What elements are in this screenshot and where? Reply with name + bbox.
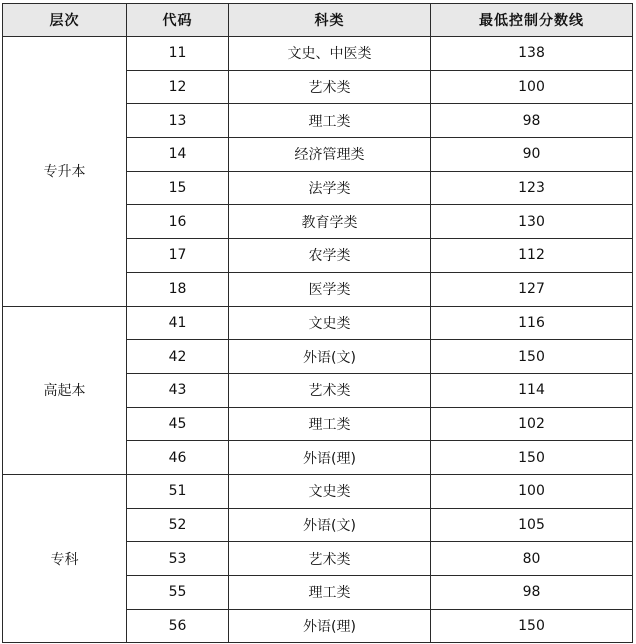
score-cell: 112 bbox=[431, 239, 633, 273]
score-cell: 114 bbox=[431, 373, 633, 407]
score-cell: 98 bbox=[431, 104, 633, 138]
level-cell: 专升本 bbox=[3, 37, 127, 307]
code-cell: 51 bbox=[127, 474, 229, 508]
header-category: 科类 bbox=[229, 4, 431, 37]
score-cell: 138 bbox=[431, 37, 633, 71]
code-cell: 16 bbox=[127, 205, 229, 239]
category-cell: 医学类 bbox=[229, 272, 431, 306]
score-cell: 127 bbox=[431, 272, 633, 306]
category-cell: 法学类 bbox=[229, 171, 431, 205]
category-cell: 外语(理) bbox=[229, 441, 431, 475]
category-cell: 艺术类 bbox=[229, 542, 431, 576]
category-cell: 外语(文) bbox=[229, 508, 431, 542]
table-row bbox=[3, 474, 633, 508]
category-cell: 农学类 bbox=[229, 239, 431, 273]
code-cell: 11 bbox=[127, 37, 229, 71]
code-cell: 45 bbox=[127, 407, 229, 441]
table-header bbox=[3, 4, 633, 37]
score-cell: 116 bbox=[431, 306, 633, 340]
score-cell: 123 bbox=[431, 171, 633, 205]
score-cell: 150 bbox=[431, 441, 633, 475]
code-cell: 17 bbox=[127, 239, 229, 273]
header-level: 层次 bbox=[3, 4, 127, 37]
level-cell: 专科 bbox=[3, 474, 127, 642]
category-cell: 艺术类 bbox=[229, 70, 431, 104]
table-row bbox=[3, 37, 633, 71]
category-cell: 外语(文) bbox=[229, 340, 431, 374]
score-cell: 130 bbox=[431, 205, 633, 239]
score-cell: 105 bbox=[431, 508, 633, 542]
category-cell: 教育学类 bbox=[229, 205, 431, 239]
category-cell: 文史类 bbox=[229, 306, 431, 340]
code-cell: 18 bbox=[127, 272, 229, 306]
code-cell: 43 bbox=[127, 373, 229, 407]
score-cell: 100 bbox=[431, 70, 633, 104]
table-body bbox=[3, 37, 633, 643]
header-score: 最低控制分数线 bbox=[431, 4, 633, 37]
code-cell: 46 bbox=[127, 441, 229, 475]
code-cell: 14 bbox=[127, 138, 229, 172]
code-cell: 41 bbox=[127, 306, 229, 340]
header-row bbox=[3, 4, 633, 37]
category-cell: 艺术类 bbox=[229, 373, 431, 407]
category-cell: 经济管理类 bbox=[229, 138, 431, 172]
score-cell: 90 bbox=[431, 138, 633, 172]
score-cell: 150 bbox=[431, 609, 633, 643]
table-row bbox=[3, 306, 633, 340]
score-cell: 102 bbox=[431, 407, 633, 441]
category-cell: 理工类 bbox=[229, 407, 431, 441]
score-cell: 80 bbox=[431, 542, 633, 576]
category-cell: 外语(理) bbox=[229, 609, 431, 643]
code-cell: 52 bbox=[127, 508, 229, 542]
score-table bbox=[2, 3, 633, 643]
code-cell: 13 bbox=[127, 104, 229, 138]
header-code: 代码 bbox=[127, 4, 229, 37]
code-cell: 53 bbox=[127, 542, 229, 576]
score-cell: 98 bbox=[431, 576, 633, 610]
code-cell: 12 bbox=[127, 70, 229, 104]
score-cell: 150 bbox=[431, 340, 633, 374]
code-cell: 56 bbox=[127, 609, 229, 643]
category-cell: 文史、中医类 bbox=[229, 37, 431, 71]
level-cell: 高起本 bbox=[3, 306, 127, 474]
category-cell: 理工类 bbox=[229, 576, 431, 610]
score-cell: 100 bbox=[431, 474, 633, 508]
category-cell: 文史类 bbox=[229, 474, 431, 508]
category-cell: 理工类 bbox=[229, 104, 431, 138]
code-cell: 15 bbox=[127, 171, 229, 205]
code-cell: 55 bbox=[127, 576, 229, 610]
code-cell: 42 bbox=[127, 340, 229, 374]
